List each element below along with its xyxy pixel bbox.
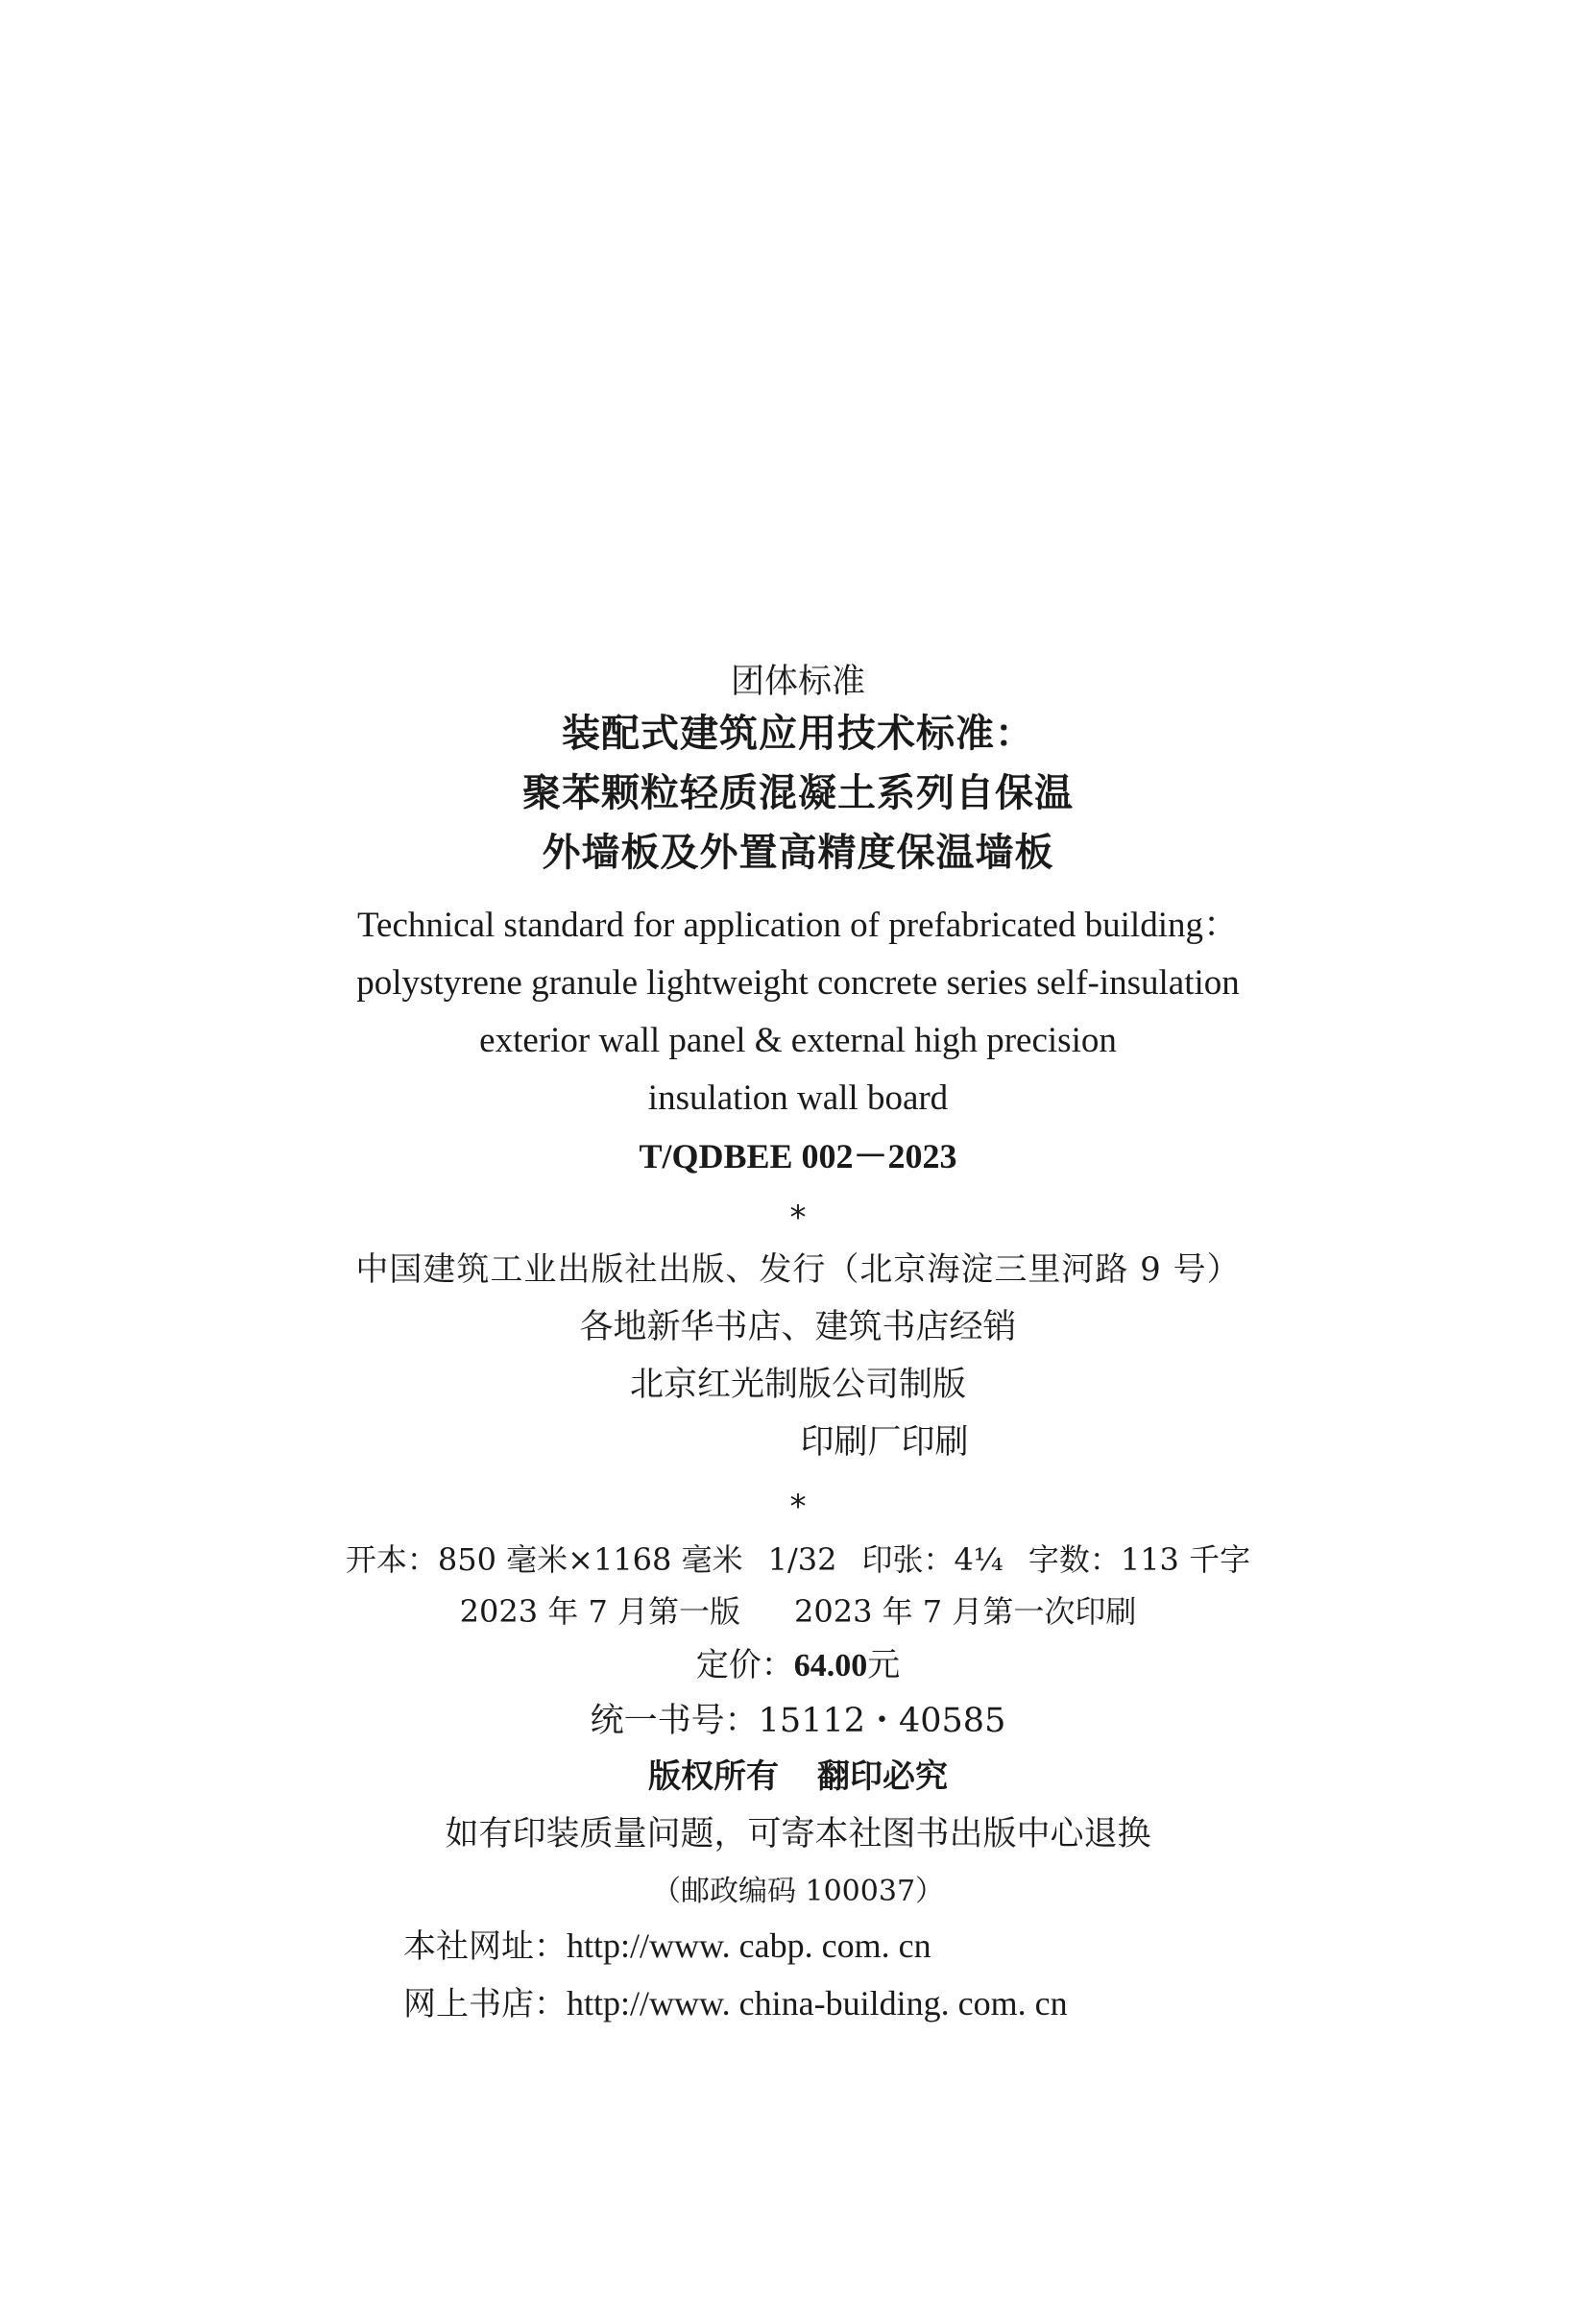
no-reprint: 翻印必究 [817, 1757, 948, 1796]
price-label: 定价： [695, 1646, 794, 1684]
printer-text: 印刷厂印刷 [800, 1423, 969, 1462]
online-store [403, 1980, 1068, 2027]
english-title-line-4: insulation wall board [647, 1078, 949, 1118]
unified-book-number: 统一书号：15112・40585 [590, 1702, 1006, 1740]
english-title-line-1: Technical standard for application of prefabricated building： [357, 906, 1239, 945]
chinese-title-line-2: 聚苯颗粒轻质混凝土系列自保温 [522, 771, 1074, 815]
publisher-website [403, 1923, 931, 1970]
platemaker-line: 北京红光制版公司制版 [629, 1366, 966, 1404]
spec-fold: 1/32 [767, 1541, 837, 1578]
website-label: 本社网址： [403, 1927, 567, 1966]
online-store-label: 网上书店： [403, 1985, 567, 2023]
publisher-line: 中国建筑工业出版社出版、发行（北京海淀三里河路 9 号） [355, 1250, 1241, 1289]
format-specs [0, 1537, 1596, 1583]
price-line [0, 1642, 1596, 1689]
spec-words: 字数：113 千字 [1028, 1541, 1251, 1578]
spec-sheets: 印张：4¼ [861, 1541, 1004, 1578]
return-notice: 如有印装质量问题，可寄本社图书出版中心退换 [445, 1815, 1151, 1853]
english-title-line-2: polystyrene granule lightweight concrete series self-insulation [356, 963, 1240, 1003]
first-edition: 2023 年 7 月第一版 [459, 1593, 740, 1630]
postal-code: （邮政编码 100037） [651, 1875, 945, 1908]
chinese-title-line-3: 外墙板及外置高精度保温墙板 [542, 831, 1054, 875]
spec-format: 开本：850 毫米×1168 毫米 [345, 1541, 743, 1578]
standard-code: T/QDBEE 002－2023 [639, 1137, 957, 1175]
separator-asterisk: * [789, 1488, 807, 1526]
price-unit: 元 [867, 1646, 901, 1684]
copyright-notice [0, 1754, 1596, 1800]
website-url[interactable]: http://www. cabp. com. cn [567, 1926, 931, 1965]
edition-info [0, 1588, 1596, 1635]
price-value: 64.00 [793, 1648, 868, 1683]
standard-series-label: 团体标准 [730, 663, 865, 701]
rights-reserved: 版权所有 [648, 1757, 779, 1796]
printer-line [0, 1419, 1596, 1465]
english-title-line-3: exterior wall panel & external high precision [479, 1021, 1117, 1060]
separator-asterisk: * [789, 1199, 807, 1237]
chinese-title-line-1: 装配式建筑应用技术标准： [562, 712, 1034, 756]
distributor-line: 各地新华书店、建筑书店经销 [579, 1308, 1017, 1346]
first-printing: 2023 年 7 月第一次印刷 [794, 1593, 1137, 1630]
online-store-url[interactable]: http://www. china-building. com. cn [567, 1984, 1068, 2022]
